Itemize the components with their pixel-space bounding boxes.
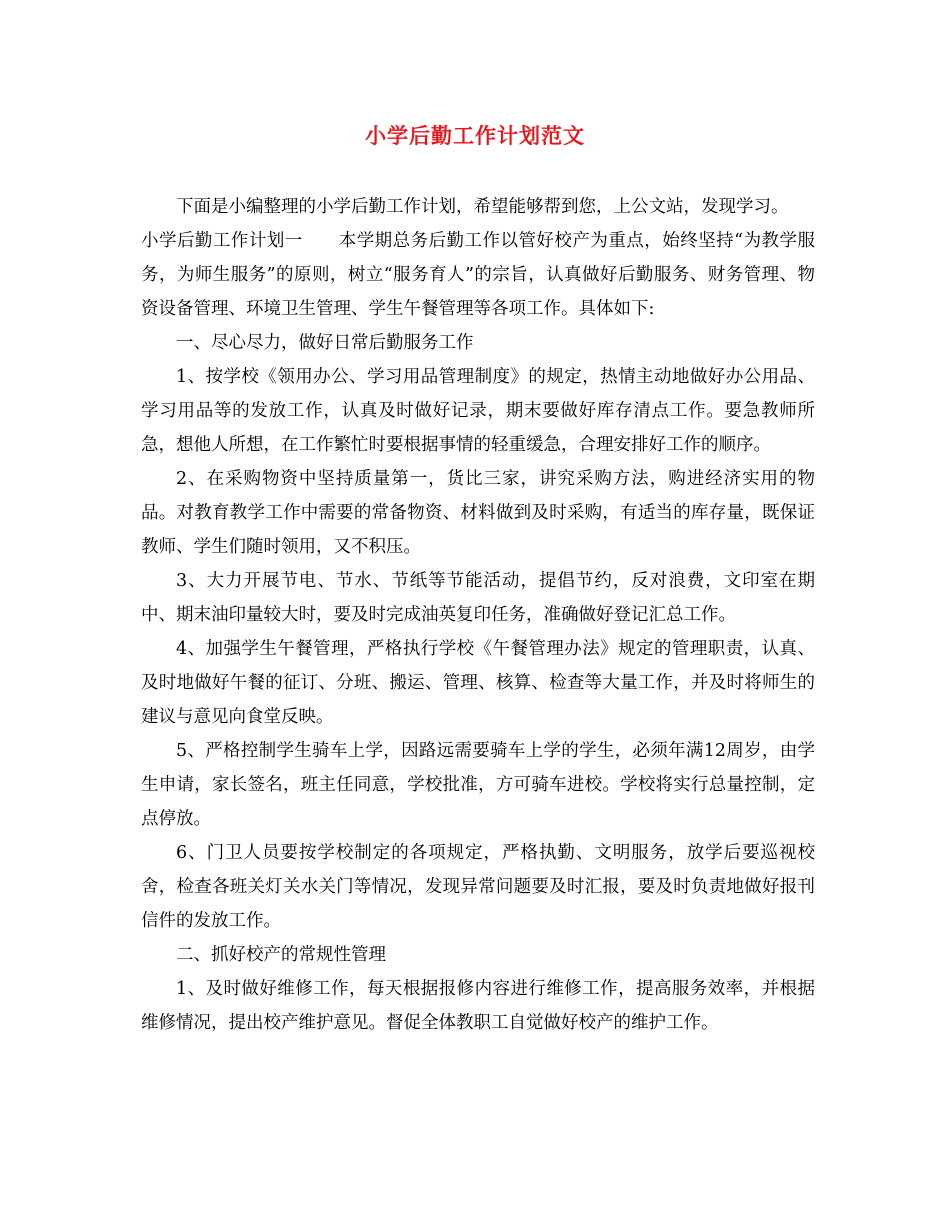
page-title: 小学后勤工作计划范文 <box>365 123 585 148</box>
section-heading-one: 一、尽心尽力，做好日常后勤服务工作 <box>176 333 474 353</box>
document-body <box>141 190 815 1040</box>
paragraph-item: 5、严格控制学生骑车上学，因路远需要骑车上学的学生，必须年满12周岁，由学生申请，家长签名，班主任同意，学校批准，方可骑车进校。学校将实行总量控制，定点停放。 <box>141 741 815 829</box>
paragraph-intro: 下面是小编整理的小学后勤工作计划，希望能够帮到您，上公文站，发现学习。 <box>176 197 789 217</box>
paragraph-item: 1、及时做好维修工作，每天根据报修内容进行维修工作，提高服务效率，并根据维修情况，提出校产维护意见。督促全体教职工自觉做好校产的维护工作。 <box>141 979 815 1033</box>
paragraph-item: 1、按学校《领用办公、学习用品管理制度》的规定，热情主动地做好办公用品、学习用品等的发放工作，认真及时做好记录，期末要做好库存清点工作。要急教师所急，想他人所想，在工作繁忙时要根据事情的轻重缓急，合理安排好工作的顺序。 <box>141 367 815 455</box>
paragraph-item: 2、在采购物资中坚持质量第一，货比三家，讲究采购方法，购进经济实用的物品。对教育教学工作中需要的常备物资、材料做到及时采购，有适当的库存量，既保证教师、学生们随时领用，又不积压。 <box>141 469 815 557</box>
paragraph-item: 4、加强学生午餐管理，严格执行学校《午餐管理办法》规定的管理职责，认真、及时地做好午餐的征订、分班、搬运、管理、核算、检查等大量工作，并及时将师生的建议与意见向食堂反映。 <box>141 639 815 727</box>
paragraph-plan-one: 小学后勤工作计划一 本学期总务后勤工作以管好校产为重点，始终坚持“为教学服务，为师生服务”的原则，树立“服务育人”的宗旨，认真做好后勤服务、财务管理、物资设备管理、环境卫生管理、学生午餐管理等各项工作。具体如下: <box>141 231 815 319</box>
paragraph-item: 3、大力开展节电、节水、节纸等节能活动，提倡节约，反对浪费，文印室在期中、期末油印量较大时，要及时完成油英复印任务，准确做好登记汇总工作。 <box>141 571 815 625</box>
paragraph-item: 6、门卫人员要按学校制定的各项规定，严格执勤、文明服务，放学后要巡视校舍，检查各班关灯关水关门等情况，发现异常问题要及时汇报，要及时负责地做好报刊信件的发放工作。 <box>141 843 815 931</box>
section-heading-two: 二、抓好校产的常规性管理 <box>176 945 386 965</box>
